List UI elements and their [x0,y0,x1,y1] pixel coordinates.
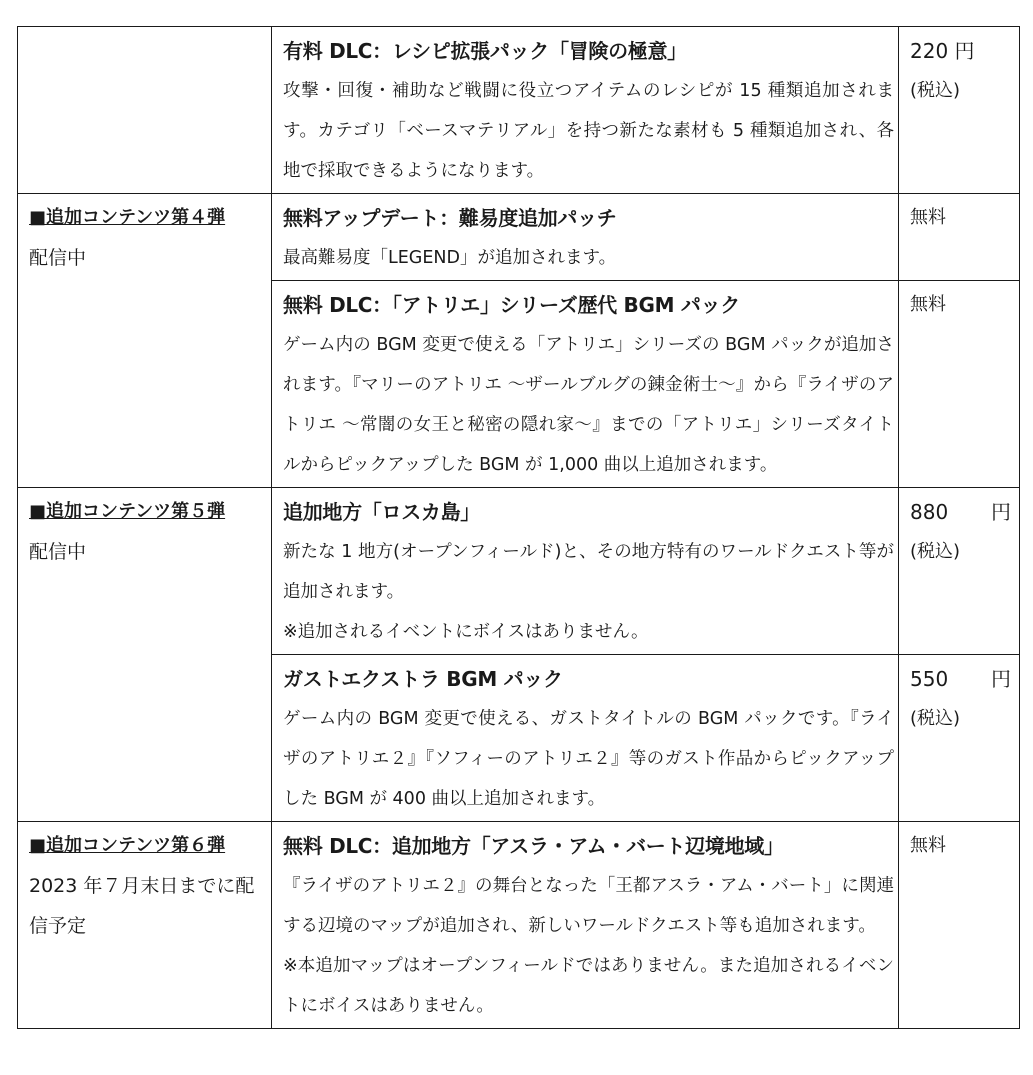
table-row [18,194,1020,281]
item-cell [272,822,899,1029]
price-tax-note: (税込) [910,80,961,101]
item-title: 有料 DLC：レシピ拡張パック「冒険の極意」 [283,39,687,63]
price-amount: 880 [910,500,949,524]
price [910,659,1011,699]
price-cell [899,655,1020,822]
section-label: ■追加コンテンツ第５弾 [29,501,226,522]
price-cell [899,822,1020,1029]
item-title: 無料 DLC：追加地方「アスラ・アム・バート辺境地域」 [283,834,784,858]
item-cell [272,194,899,281]
item-cell [272,655,899,822]
price-cell [899,27,1020,194]
price-amount: 550 [910,667,949,691]
dlc-table [17,26,1020,1029]
item-cell [272,27,899,194]
price-cell [899,488,1020,655]
price-tax-note: (税込) [910,541,961,562]
section-cell [18,488,272,822]
section-label: ■追加コンテンツ第４弾 [29,207,226,228]
price-cell [899,281,1020,488]
item-description: 最高難易度「LEGEND」が追加されます。 [283,248,617,268]
section-status: 配信中 [29,541,87,563]
price [910,492,1011,532]
section-cell [18,822,272,1029]
price-unit: 円 [991,667,1011,691]
item-description: 新たな 1 地方(オープンフィールド)と、その地方特有のワールドクエスト等が追加されます。 ※追加されるイベントにボイスはありません。 [283,542,894,642]
section-status: 配信中 [29,247,87,269]
price-tax-note: (税込) [910,708,961,729]
table-row [18,27,1020,194]
item-title: 追加地方「ロスカ島」 [283,500,480,524]
price-unit: 円 [991,500,1011,524]
section-label: ■追加コンテンツ第６弾 [29,835,226,856]
price [910,31,1011,71]
section-status: 2023 年７月末日までに配信予定 [29,875,255,937]
item-description: ゲーム内の BGM 変更で使える、ガストタイトルの BGM パックです。『ライザのアトリエ２』『ソフィーのアトリエ２』等のガスト作品からピックアップした BGM が 400 曲以上追加されます。 [283,709,894,809]
item-cell [272,281,899,488]
item-description: 『ライザのアトリエ２』の舞台となった「王都アスラ・アム・バート」に関連する辺境のマップが追加され、新しいワールドクエスト等も追加されます。 ※本追加マップはオープンフィールドではありません。また追加されるイベントにボイスはありません。 [283,876,894,1016]
item-title: 無料アップデート：難易度追加パッチ [283,206,617,230]
price-free: 無料 [910,207,946,228]
price-cell [899,194,1020,281]
section-cell [18,194,272,488]
table-row [18,822,1020,1029]
section-cell-empty [18,27,272,194]
item-description: ゲーム内の BGM 変更で使える「アトリエ」シリーズの BGM パックが追加されます。『マリーのアトリエ 〜ザールブルグの錬金術士〜』から『ライザのアトリエ 〜常闇の女王と秘密の隠れ家〜』までの「アトリエ」シリーズタイトルからピックアップした BGM が 1,000 曲以上追加されます。 [283,335,894,475]
price-free: 無料 [910,294,946,315]
price-free: 無料 [910,835,946,856]
item-title: 無料 DLC：「アトリエ」シリーズ歴代 BGM パック [283,293,740,317]
item-description: 攻撃・回復・補助など戦闘に役立つアイテムのレシピが 15 種類追加されます。カテゴリ「ベースマテリアル」を持つ新たな素材も 5 種類追加され、各地で採取できるようになります。 [283,81,894,181]
price-amount: 220 円 [910,39,975,63]
item-cell [272,488,899,655]
table-row [18,488,1020,655]
item-title: ガストエクストラ BGM パック [283,667,563,691]
